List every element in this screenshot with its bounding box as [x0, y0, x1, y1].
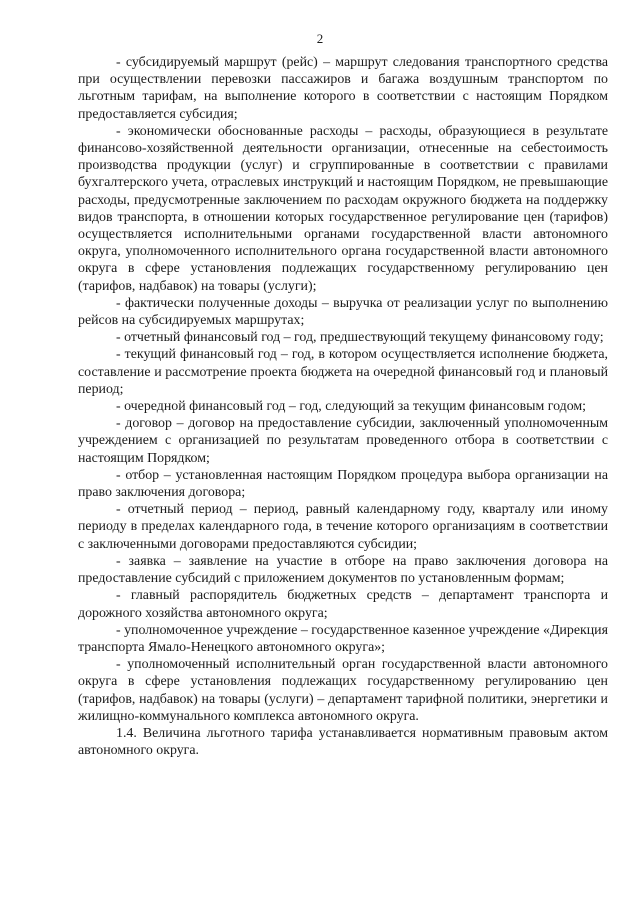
definition-contract: - договор – договор на предоставление субсидии, заключенный уполномоченным учреждением с организацией по результатам проведенного отбора в соответствии с настоящим Порядком; [78, 416, 608, 466]
definition-economically-justified-expenses: - экономически обоснованные расходы – расходы, образующиеся в результате финансово-хозяйственной деятельности организации, отнесенные на себестоимость производства продукции (услуг) и сгруппированные в соответствии с правилами бухгалтерского учета, отраслевых инструкций и настоящим Порядком, не превышающие расходы, предусмотренные заключением по расходам окружного бюджета на поддержку видов транспорта, в отношении которых государственное регулирование цен (тарифов) осуществляется исполнительными органами государственной власти автономного округа, уполномоченного исполнительного органа государственной власти автономного округа в сфере установления подлежащих государственному регулированию цен (тарифов, надбавок) на товары (услуги); [78, 123, 608, 294]
definition-authorized-institution: - уполномоченное учреждение – государственное казенное учреждение «Дирекция транспорта Ямало-Ненецкого автономного округа»; [78, 622, 608, 655]
definition-current-year: - текущий финансовый год – год, в котором осуществляется исполнение бюджета, составление и рассмотрение проекта бюджета на очередной финансовый год и плановый период; [78, 347, 608, 397]
definition-subsidized-route: - субсидируемый маршрут (рейс) – маршрут следования транспортного средства при осуществлении перевозки пассажиров и багажа воздушным транспортом по льготным тарифам, на выполнение которого в соответствии с настоящим Порядком предоставляется субсидия; [78, 55, 608, 122]
definition-actual-income: - фактически полученные доходы – выручка от реализации услуг по выполнению рейсов на субсидируемых маршрутах; [78, 295, 608, 329]
clause-1-4: 1.4. Величина льготного тарифа устанавливается нормативным правовым актом автономного округа. [78, 725, 608, 759]
definition-reporting-year: - отчетный финансовый год – год, предшествующий текущему финансовому году; [116, 330, 604, 346]
definition-chief-administrator: - главный распорядитель бюджетных средств – департамент транспорта и дорожного хозяйства автономного округа; [78, 588, 608, 621]
document-body [78, 54, 608, 759]
definition-selection: - отбор – установленная настоящим Порядком процедура выбора организации на право заключения договора; [78, 467, 608, 501]
definition-authorized-executive-body: - уполномоченный исполнительный орган государственной власти автономного округа в сфере установления подлежащих государственному регулированию цен (тарифов, надбавок) на товары (услуги) – департамент тарифной политики, энергетики и жилищно-коммунального комплекса автономного округа. [78, 657, 608, 724]
definition-application: - заявка – заявление на участие в отборе на право заключения договора на предоставление субсидий с приложением документов по установленным формам; [78, 553, 608, 587]
definition-reporting-period: - отчетный период – период, равный календарному году, кварталу или иному периоду в пределах календарного года, в течение которого организациям в соответствии с заключенными договорами предоставляются субсидии; [78, 502, 608, 552]
page-number: 2 [316, 31, 324, 46]
definition-next-year: - очередной финансовый год – год, следующий за текущим финансовым годом; [116, 399, 587, 415]
